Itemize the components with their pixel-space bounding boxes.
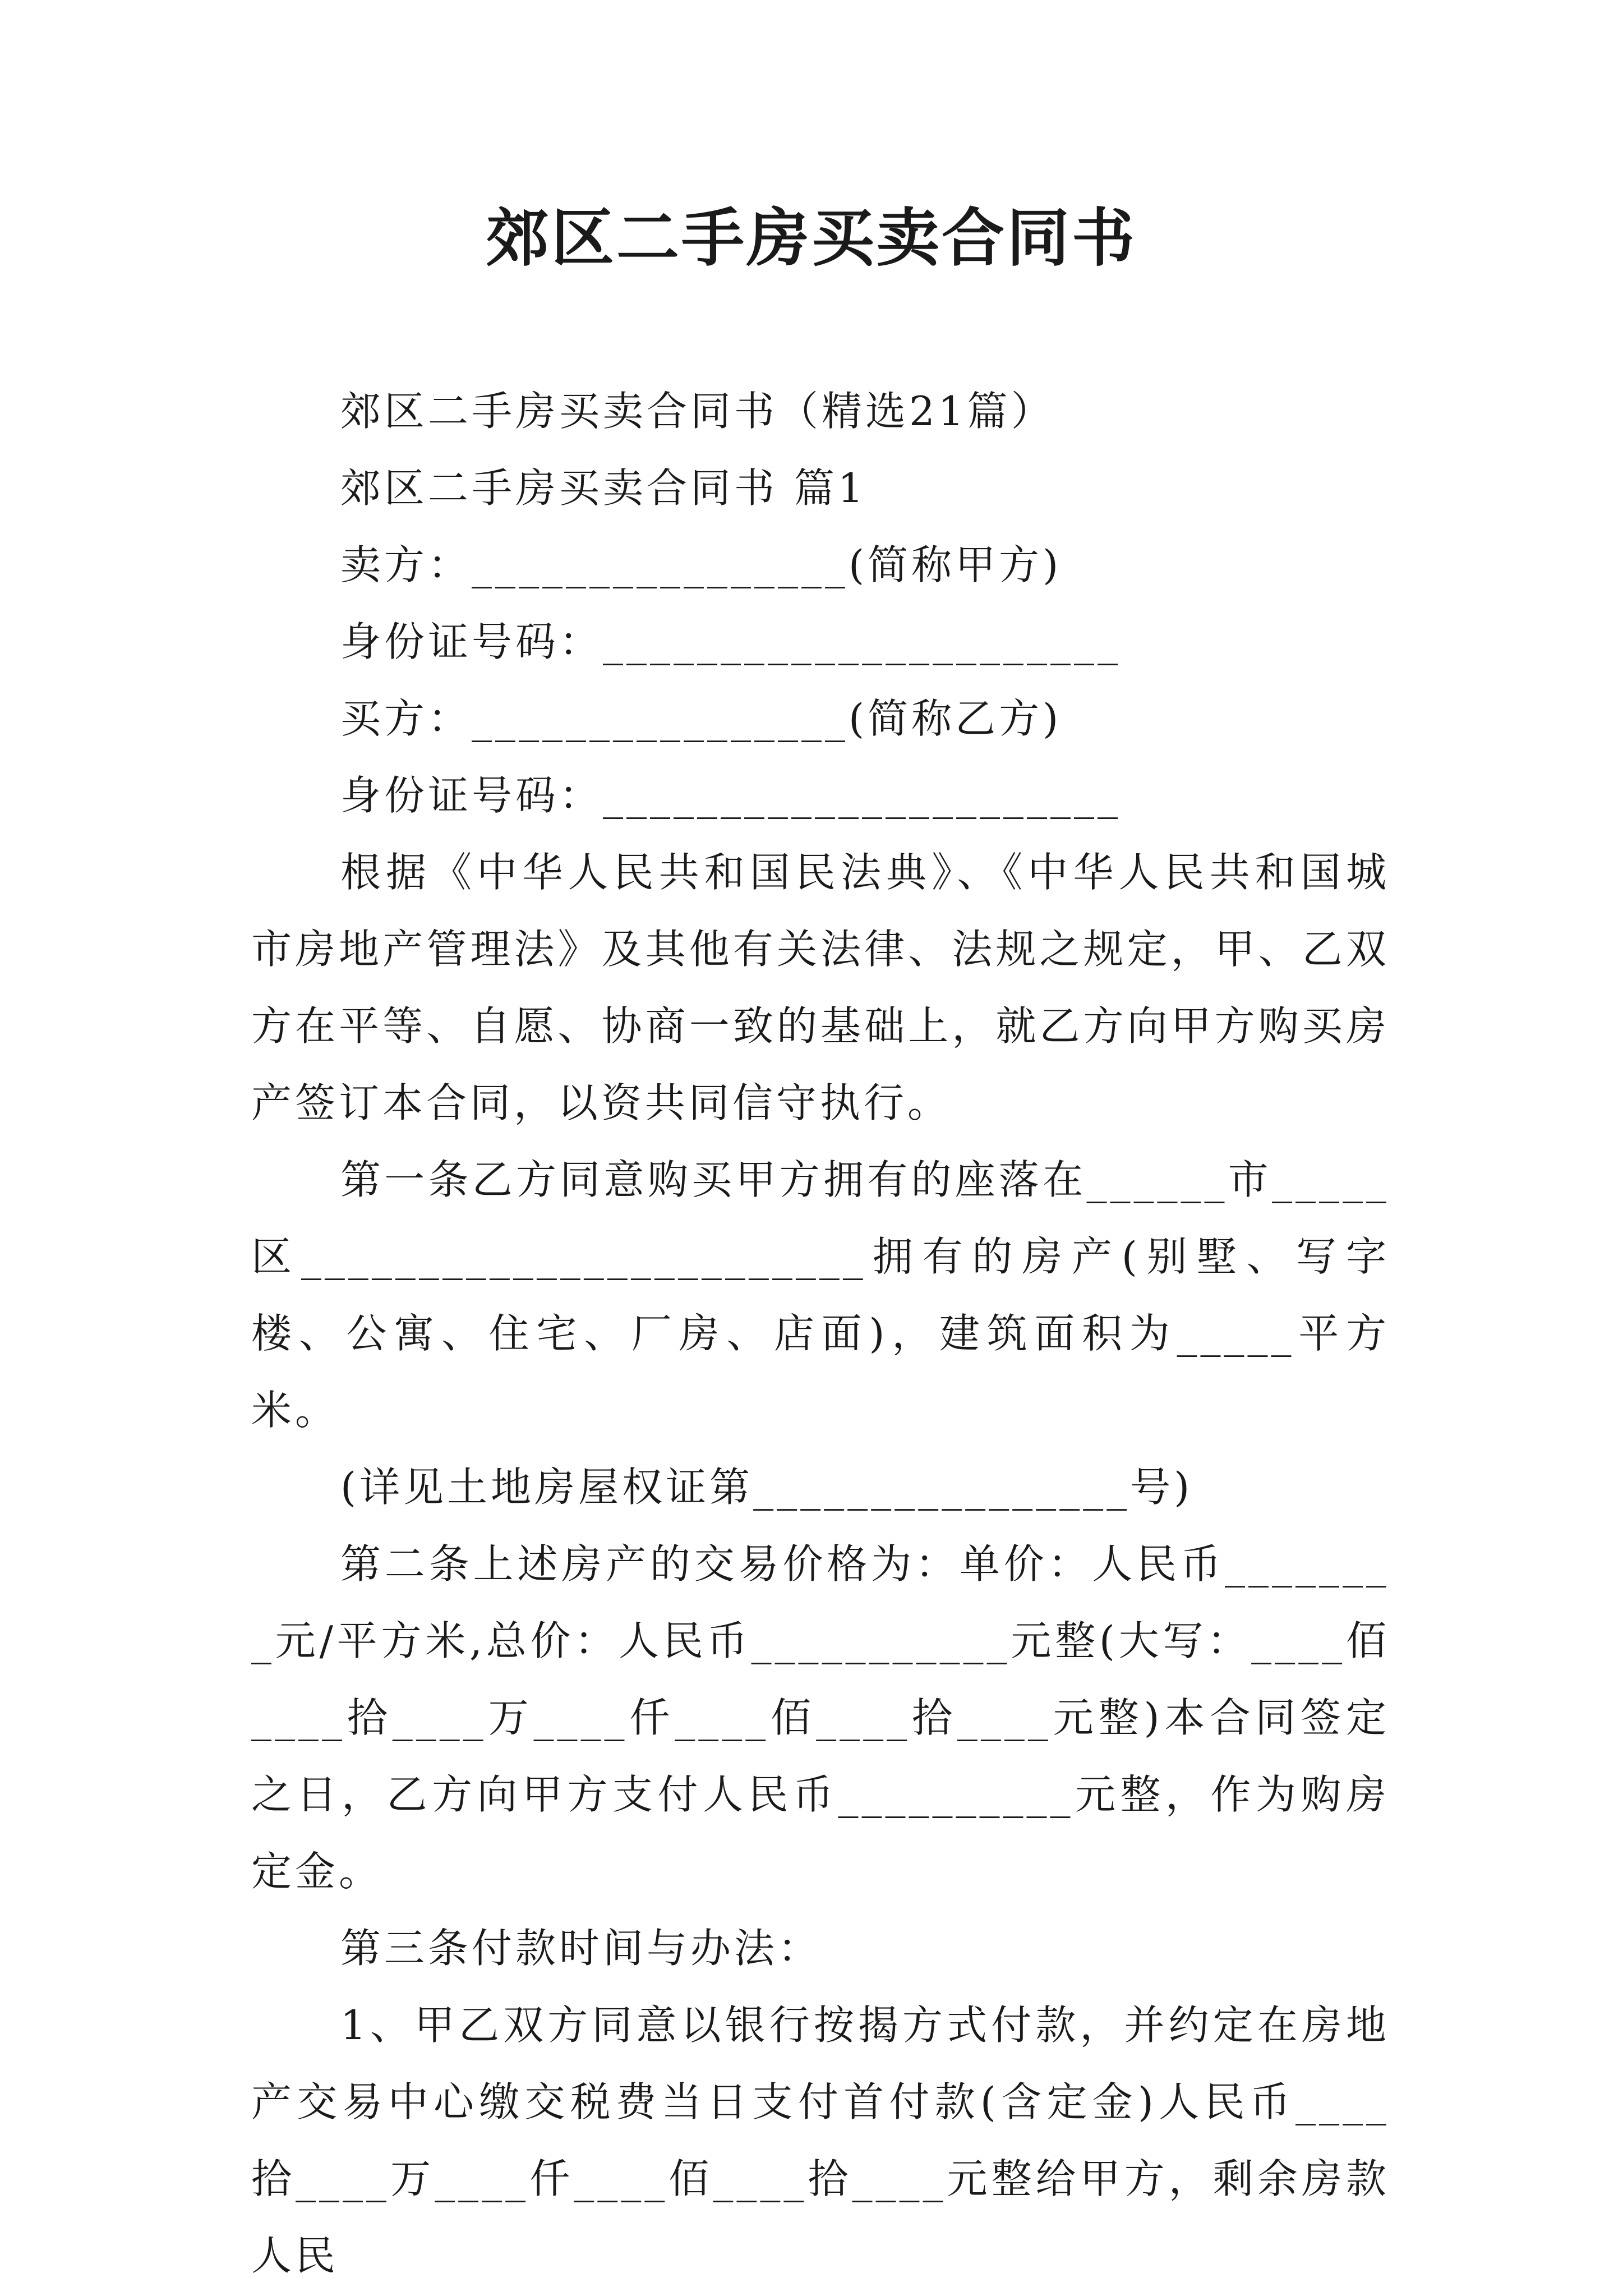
document-body	[251, 373, 1390, 2294]
paragraph-article-1: 第一条乙方同意购买甲方拥有的座落在______市_____区________________________拥有的房产(别墅、写字楼、公寓、住宅、厂房、店面)，建筑面积为_____平方米。	[251, 1156, 1390, 1434]
paragraph-seller-id: 身份证号码：______________________	[340, 618, 1122, 665]
paragraph-section-heading: 郊区二手房买卖合同书 篇1	[340, 464, 867, 512]
paragraph-preamble: 根据《中华人民共和国民法典》、《中华人民共和国城市房地产管理法》及其他有关法律、法规之规定，甲、乙双方在平等、自愿、协商一致的基础上，就乙方向甲方购买房产签订本合同，以资共同信守执行。	[251, 849, 1390, 1126]
paragraph-buyer-id: 身份证号码：______________________	[340, 772, 1122, 819]
paragraph-seller: 卖方：________________(简称甲方)	[340, 541, 1062, 588]
paragraph-subtitle: 郊区二手房买卖合同书（精选21篇）	[340, 388, 1055, 435]
paragraph-article-3: 第三条付款时间与办法：	[340, 1925, 822, 1972]
document-title: 郊区二手房买卖合同书	[486, 201, 1137, 275]
paragraph-certificate: (详见土地房屋权证第________________号)	[340, 1464, 1193, 1511]
paragraph-article-3-item-1: 1、甲乙双方同意以银行按揭方式付款，并约定在房地产交易中心缴交税费当日支付首付款(含定金)人民币____拾____万____仟____佰____拾____元整给甲方，剩余房款人民	[251, 2001, 1390, 2279]
paragraph-article-2: 第二条上述房产的交易价格为：单价：人民币________元/平方米,总价：人民币___________元整(大写：____佰____拾____万____仟____佰____拾____元整)本合同签定之日，乙方向甲方支付人民币__________元整，作为购房定金。	[251, 1540, 1390, 1895]
paragraph-buyer: 买方：________________(简称乙方)	[340, 695, 1062, 742]
